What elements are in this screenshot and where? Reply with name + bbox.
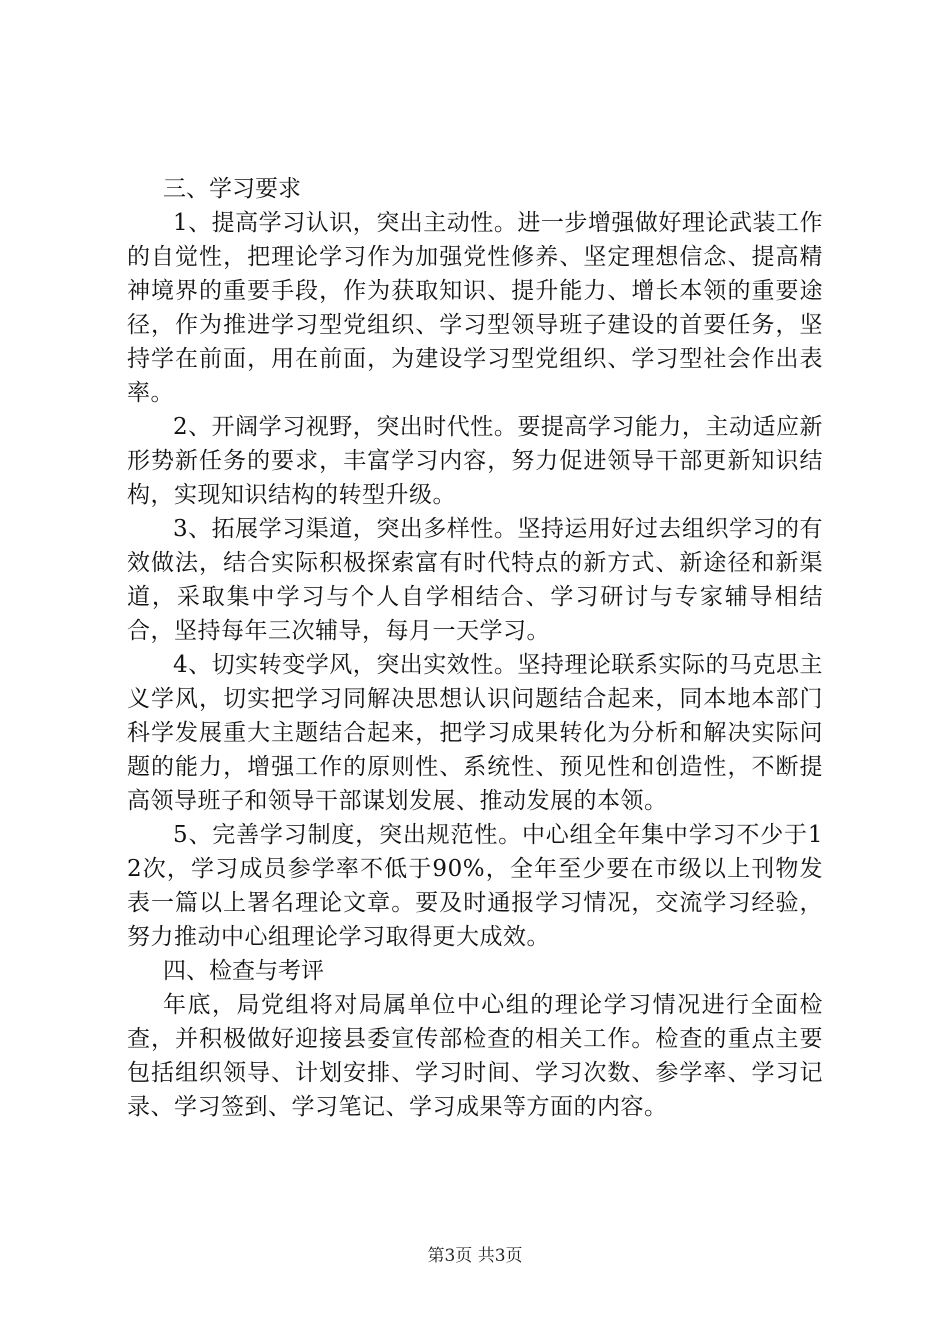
document-body [127, 172, 823, 1124]
section-heading-requirements: 三、学习要求 [163, 176, 301, 202]
paragraph-5: 5、完善学习制度，突出规范性。中心组全年集中学习不少于12次，学习成员参学率不低于90%，全年至少要在市级以上刊物发表一篇以上署名理论文章。要及时通报学习情况，交流学习经验，努力推动中心组理论学习取得更大成效。 [127, 822, 823, 950]
page-number-footer: 第3页 共3页 [427, 1246, 523, 1266]
section-heading-inspection: 四、检查与考评 [163, 958, 324, 984]
paragraph-4: 4、切实转变学风，突出实效性。坚持理论联系实际的马克思主义学风，切实把学习同解决思想认识问题结合起来，同本地本部门科学发展重大主题结合起来，把学习成果转化为分析和解决实际问题的能力，增强工作的原则性、系统性、预见性和创造性，不断提高领导班子和领导干部谋划发展、推动发展的本领。 [127, 652, 823, 814]
paragraph-1: 1、提高学习认识，突出主动性。进一步增强做好理论武装工作的自觉性，把理论学习作为加强党性修养、坚定理想信念、提高精神境界的重要手段，作为获取知识、提升能力、增长本领的重要途径，作为推进学习型党组织、学习型领导班子建设的首要任务，坚持学在前面，用在前面，为建设学习型党组织、学习型社会作出表率。 [127, 210, 823, 406]
paragraph-6: 年底，局党组将对局属单位中心组的理论学习情况进行全面检查，并积极做好迎接县委宣传部检查的相关工作。检查的重点主要包括组织领导、计划安排、学习时间、学习次数、参学率、学习记录、学习签到、学习笔记、学习成果等方面的内容。 [127, 992, 823, 1120]
paragraph-2: 2、开阔学习视野，突出时代性。要提高学习能力，主动适应新形势新任务的要求，丰富学习内容，努力促进领导干部更新知识结构，实现知识结构的转型升级。 [127, 414, 823, 508]
paragraph-3: 3、拓展学习渠道，突出多样性。坚持运用好过去组织学习的有效做法，结合实际积极探索富有时代特点的新方式、新途径和新渠道，采取集中学习与个人自学相结合、学习研讨与专家辅导相结合，坚持每年三次辅导，每月一天学习。 [127, 516, 823, 644]
